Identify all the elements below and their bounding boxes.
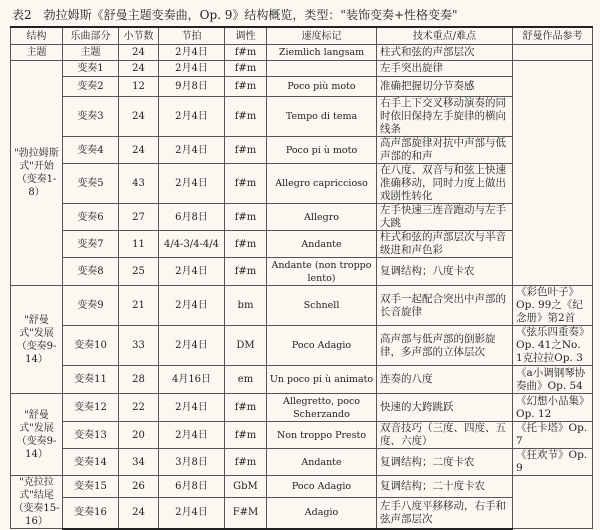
bars-cell: 25 (119, 258, 159, 286)
section-cell: "舒曼式"发展（变奏9-14） (11, 286, 63, 394)
tempo-cell: Ziemlich langsam (267, 45, 377, 61)
table-row (11, 286, 593, 326)
technique-cell: 柱式和弦的声部层次与半音级进和声色彩 (377, 231, 513, 258)
key-cell: bm (225, 286, 267, 326)
meter-cell: 6月8日 (159, 476, 225, 498)
key-cell: f#m (225, 137, 267, 164)
tempo-cell: Allegretto, poco Scherzando (267, 394, 377, 422)
header-technique: 技术重点/难点 (377, 27, 513, 45)
part-cell: 变奏12 (63, 394, 119, 422)
tempo-cell: Non troppo Presto (267, 422, 377, 449)
technique-cell: 在八度、双音与和弦上快速准确移动，同时力度上做出戏剧性转化 (377, 164, 513, 204)
tempo-cell: Schnell (267, 286, 377, 326)
reference-cell (513, 61, 593, 286)
part-cell: 变奏2 (63, 77, 119, 97)
table-row (11, 326, 593, 366)
section-cell: 主题 (11, 45, 63, 61)
reference-cell: 《托卡塔》Op. 7 (513, 422, 593, 449)
part-cell: 变奏13 (63, 422, 119, 449)
table-row (11, 422, 593, 449)
technique-cell: 左手快速三连音跑动与左手大跳 (377, 204, 513, 231)
technique-cell: 左手突出旋律 (377, 61, 513, 77)
tempo-cell: Poco Adagio (267, 476, 377, 498)
key-cell: f#m (225, 258, 267, 286)
key-cell: f#m (225, 422, 267, 449)
bars-cell: 21 (119, 286, 159, 326)
part-cell: 变奏14 (63, 449, 119, 476)
bars-cell: 11 (119, 231, 159, 258)
bars-cell: 24 (119, 45, 159, 61)
table-row (11, 258, 593, 286)
technique-cell: 快速的大跨跳跃 (377, 394, 513, 422)
technique-cell: 准确把握切分节奏感 (377, 77, 513, 97)
header-row (11, 27, 593, 45)
part-cell: 变奏5 (63, 164, 119, 204)
bars-cell: 33 (119, 326, 159, 366)
bars-cell: 24 (119, 498, 159, 529)
key-cell: f#m (225, 164, 267, 204)
key-cell: F#M (225, 498, 267, 529)
meter-cell: 2月4日 (159, 326, 225, 366)
tempo-cell (267, 61, 377, 77)
tempo-cell: Andante (267, 231, 377, 258)
technique-cell: 右手上下交叉移动演奏的同时依旧保持左手旋律的横向线条 (377, 97, 513, 137)
header-meter: 节拍 (159, 27, 225, 45)
part-cell: 变奏15 (63, 476, 119, 498)
bars-cell: 22 (119, 394, 159, 422)
technique-cell: 高声部与低声部的倒影旋律，多声部的立体层次 (377, 326, 513, 366)
bars-cell: 24 (119, 61, 159, 77)
tempo-cell: Poco pi ù moto (267, 137, 377, 164)
bars-cell: 43 (119, 164, 159, 204)
tempo-cell: Poco più moto (267, 77, 377, 97)
meter-cell: 2月4日 (159, 286, 225, 326)
tempo-cell: Andante (267, 449, 377, 476)
tempo-cell: Adagio (267, 498, 377, 529)
table-row (11, 476, 593, 498)
reference-cell: 《狂欢节》Op. 9 (513, 449, 593, 476)
meter-cell: 2月4日 (159, 61, 225, 77)
part-cell: 变奏11 (63, 366, 119, 394)
meter-cell: 2月4日 (159, 97, 225, 137)
meter-cell: 3月8日 (159, 449, 225, 476)
tempo-cell: Tempo di tema (267, 97, 377, 137)
table-row (11, 61, 593, 77)
technique-cell: 左手八度平移移动，右手和弦声部层次 (377, 498, 513, 529)
technique-cell: 连奏的八度 (377, 366, 513, 394)
key-cell: DM (225, 326, 267, 366)
section-cell: "勃拉姆斯式"开始（变奏1-8） (11, 61, 63, 286)
bars-cell: 20 (119, 422, 159, 449)
part-cell: 变奏1 (63, 61, 119, 77)
meter-cell: 2月4日 (159, 394, 225, 422)
key-cell: em (225, 366, 267, 394)
technique-cell: 复调结构；二十度卡农 (377, 476, 513, 498)
header-reference: 舒曼作品参考 (513, 27, 593, 45)
technique-cell: 高声部旋律对抗中声部与低声部的和声 (377, 137, 513, 164)
bars-cell: 12 (119, 77, 159, 97)
key-cell: f#m (225, 394, 267, 422)
header-structure: 结构 (11, 27, 63, 45)
meter-cell: 2月4日 (159, 258, 225, 286)
reference-cell (513, 476, 593, 529)
section-cell: "舒曼式"发展（变奏9-14） (11, 394, 63, 476)
bars-cell: 34 (119, 449, 159, 476)
key-cell: f#m (225, 45, 267, 61)
tempo-cell: Andante (non troppo lento) (267, 258, 377, 286)
part-cell: 变奏16 (63, 498, 119, 529)
table-row (11, 45, 593, 61)
technique-cell: 复调结构；八度卡农 (377, 258, 513, 286)
table-row (11, 204, 593, 231)
meter-cell: 2月4日 (159, 164, 225, 204)
bars-cell: 26 (119, 476, 159, 498)
bars-cell: 24 (119, 137, 159, 164)
bars-cell: 28 (119, 366, 159, 394)
table-row (11, 164, 593, 204)
technique-cell: 双音技巧（三度、四度、五度、六度） (377, 422, 513, 449)
meter-cell: 4/4-3/4-4/4 (159, 231, 225, 258)
key-cell: f#m (225, 61, 267, 77)
meter-cell: 2月4日 (159, 498, 225, 529)
key-cell: f#m (225, 231, 267, 258)
table-row (11, 77, 593, 97)
part-cell: 变奏10 (63, 326, 119, 366)
reference-cell: 《弦乐四重奏》Op. 41之No. 1克拉拉Op. 3 (513, 326, 593, 366)
table-row (11, 394, 593, 422)
tempo-cell: Allegro capriccioso (267, 164, 377, 204)
meter-cell: 4月16日 (159, 366, 225, 394)
table-row (11, 231, 593, 258)
key-cell: f#m (225, 77, 267, 97)
reference-cell: 《彩色叶子》Op. 99之《纪念册》第2首 (513, 286, 593, 326)
meter-cell: 2月4日 (159, 422, 225, 449)
meter-cell: 2月4日 (159, 137, 225, 164)
table-row (11, 137, 593, 164)
header-tempo: 速度标记 (267, 27, 377, 45)
technique-cell: 复调结构；二度卡农 (377, 449, 513, 476)
meter-cell: 9月8日 (159, 77, 225, 97)
bars-cell: 27 (119, 204, 159, 231)
header-part: 乐曲部分 (63, 27, 119, 45)
meter-cell: 6月8日 (159, 204, 225, 231)
technique-cell: 柱式和弦的声部层次 (377, 45, 513, 61)
structure-table (10, 26, 593, 530)
key-cell: f#m (225, 449, 267, 476)
tempo-cell: Un poco pi ù animato (267, 366, 377, 394)
header-key: 调性 (225, 27, 267, 45)
tempo-cell: Poco Adagio (267, 326, 377, 366)
tempo-cell: Allegro (267, 204, 377, 231)
table-row (11, 449, 593, 476)
key-cell: f#m (225, 204, 267, 231)
table-row (11, 366, 593, 394)
table-row (11, 97, 593, 137)
reference-cell (513, 45, 593, 61)
key-cell: f#m (225, 97, 267, 137)
key-cell: GbM (225, 476, 267, 498)
section-cell: "克拉拉式"结尾（变奏15-16） (11, 476, 63, 529)
bars-cell: 24 (119, 97, 159, 137)
table-row (11, 498, 593, 529)
part-cell: 主题 (63, 45, 119, 61)
header-bars: 小节数 (119, 27, 159, 45)
part-cell: 变奏8 (63, 258, 119, 286)
meter-cell: 2月4日 (159, 45, 225, 61)
table-caption: 表2 勃拉姆斯《舒曼主题变奏曲，Op. 9》结构概览，类型："装饰变奏+性格变奏" (12, 8, 458, 22)
technique-cell: 双手一起配合突出中声部的长音旋律 (377, 286, 513, 326)
part-cell: 变奏9 (63, 286, 119, 326)
part-cell: 变奏6 (63, 204, 119, 231)
reference-cell: 《a小调钢琴协奏曲》Op. 54 (513, 366, 593, 394)
reference-cell: 《幻想小品集》Op. 12 (513, 394, 593, 422)
part-cell: 变奏7 (63, 231, 119, 258)
part-cell: 变奏3 (63, 97, 119, 137)
part-cell: 变奏4 (63, 137, 119, 164)
